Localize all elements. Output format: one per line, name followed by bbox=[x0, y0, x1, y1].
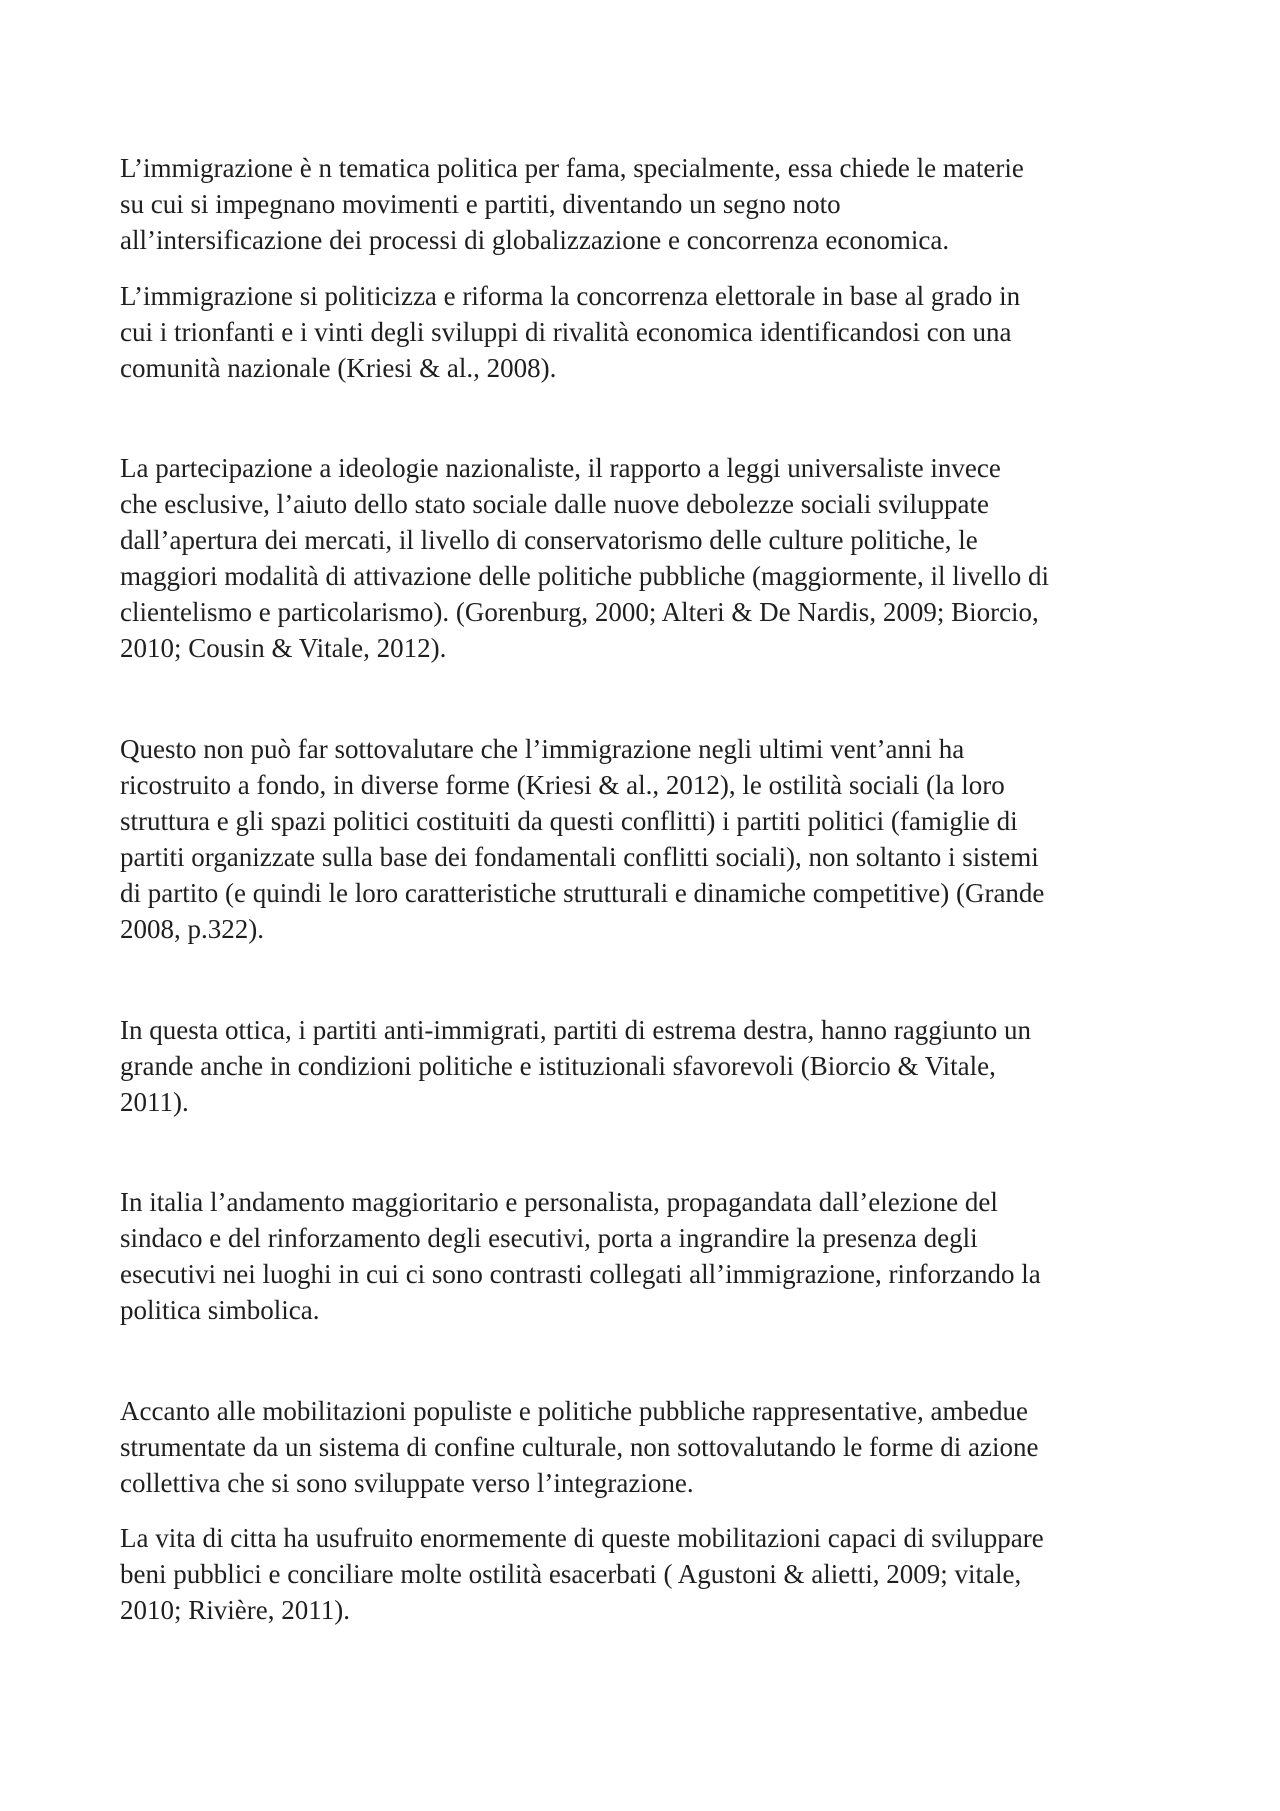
paragraph-8: La vita di citta ha usufruito enormemente di queste mobilitazioni capaci di sviluppare beni pubblici e conciliare molte ostilità esacerbati ( Agustoni & alietti, 2009; vitale, 2010; Rivière, 2011). bbox=[120, 1523, 1044, 1625]
paragraph-4: Questo non può far sottovalutare che l’immigrazione negli ultimi vent’anni ha ricostruito a fondo, in diverse forme (Kriesi & al., 2012), le ostilità sociali (la loro struttura e gli spazi politici costituiti da questi conflitti) i partiti politici (famiglie di partiti organizzate sulla base dei fondamentali conflitti sociali), non soltanto i sistemi di partito (e quindi le loro caratteristiche strutturali e dinamiche competitive) (Grande 2008, p.322). bbox=[120, 734, 1045, 944]
paragraph-5: In questa ottica, i partiti anti-immigrati, partiti di estrema destra, hanno raggiunto un grande anche in condizioni politiche e istituzionali sfavorevoli (Biorcio & Vitale, 2011). bbox=[120, 1015, 1031, 1117]
paragraph-6: In italia l’andamento maggioritario e personalista, propagandata dall’elezione del sindaco e del rinforzamento degli esecutivi, porta a ingrandire la presenza degli esecutivi nei luoghi in cui ci sono contrasti collegati all’immigrazione, rinforzando la politica simbolica. bbox=[120, 1187, 1041, 1325]
paragraph-1: L’immigrazione è n tematica politica per fama, specialmente, essa chiede le materie su cui si impegnano movimenti e partiti, diventando un segno noto all’intersificazione dei processi di globalizzazione e concorrenza economica. bbox=[120, 153, 1024, 255]
paragraph-7: Accanto alle mobilitazioni populiste e politiche pubbliche rappresentative, ambedue strumentate da un sistema di confine culturale, non sottovalutando le forme di azione collettiva che si sono sviluppate verso l’integrazione. bbox=[120, 1396, 1039, 1498]
paragraph-3: La partecipazione a ideologie nazionaliste, il rapporto a leggi universaliste invece che esclusive, l’aiuto dello stato sociale dalle nuove debolezze sociali sviluppate dall’apertura dei mercati, il livello di conservatorismo delle culture politiche, le maggiori modalità di attivazione delle politiche pubbliche (maggiormente, il livello di clientelismo e particolarismo). (Gorenburg, 2000; Alteri & De Nardis, 2009; Biorcio, 2010; Cousin & Vitale, 2012). bbox=[120, 453, 1049, 663]
paragraph-2: L’immigrazione si politicizza e riforma la concorrenza elettorale in base al grado in cui i trionfanti e i vinti degli sviluppi di rivalità economica identificandosi con una comunità nazionale (Kriesi & al., 2008). bbox=[120, 281, 1021, 383]
